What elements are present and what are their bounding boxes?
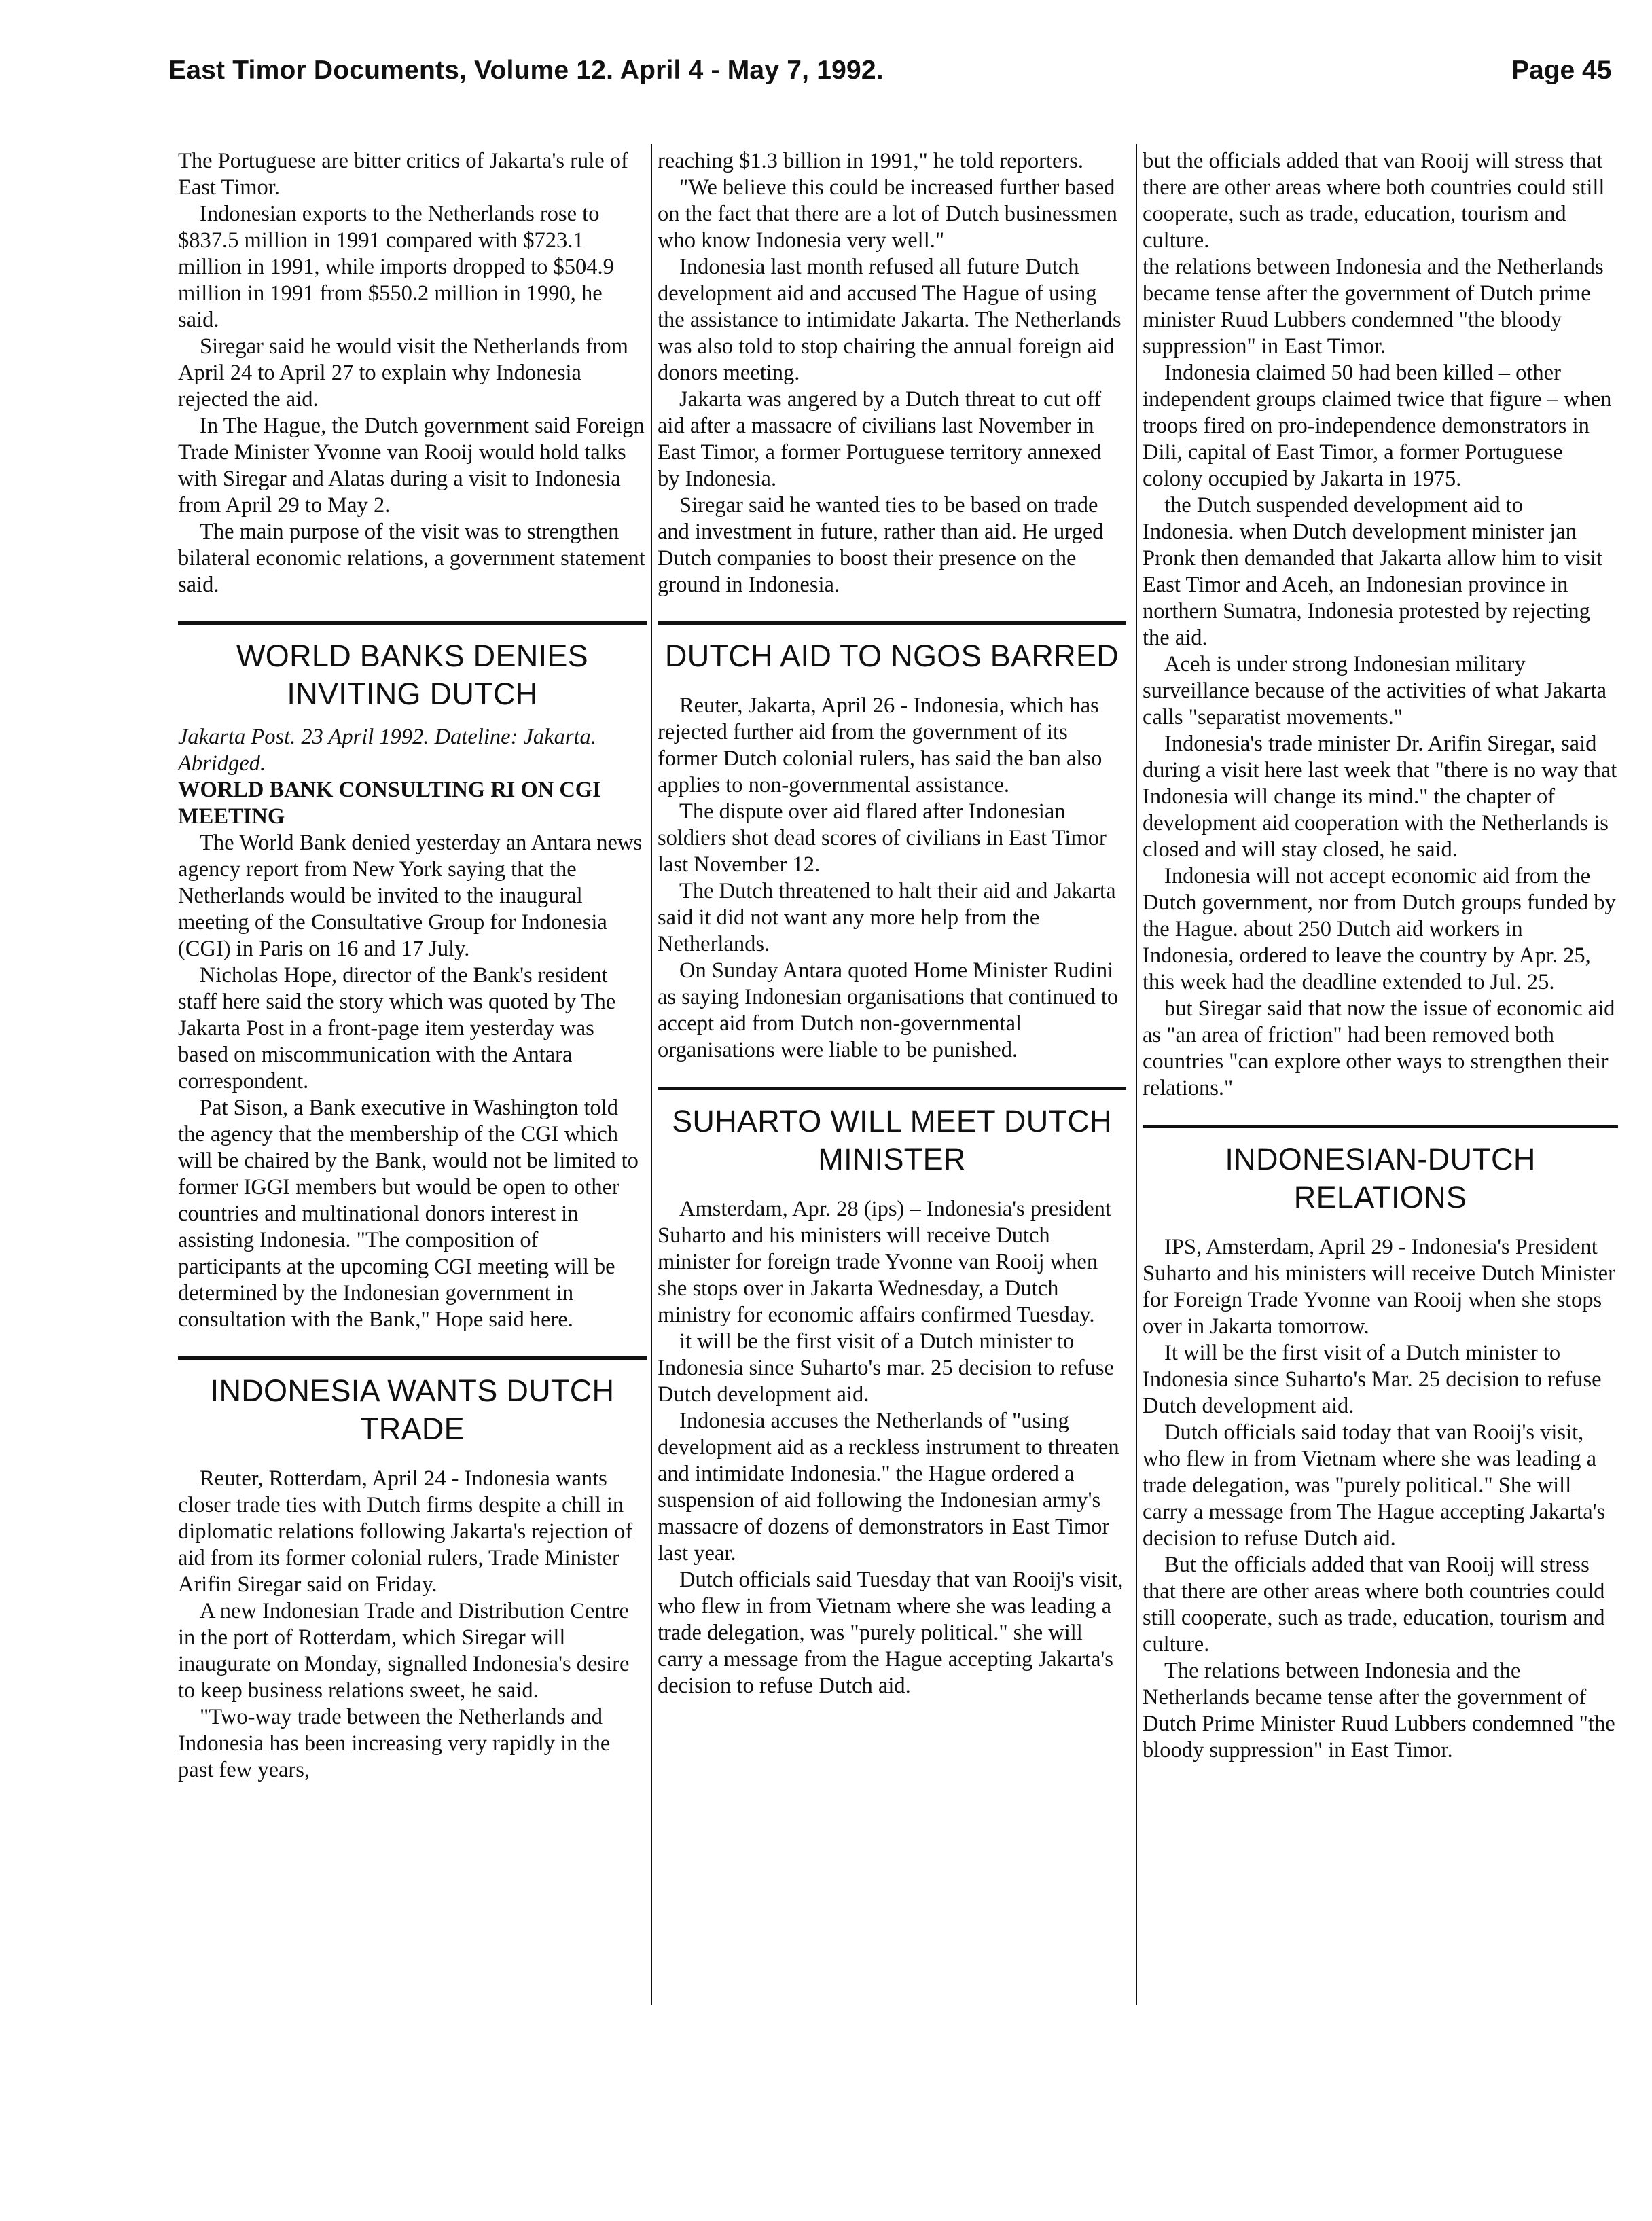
- paragraph: On Sunday Antara quoted Home Minister Rudini as saying Indonesian organisations that continued to accept aid from Dutch non-governmental organisations were liable to be punished.: [658, 958, 1119, 1062]
- article-heading: WORLD BANKS DENIES INVITING DUTCH: [236, 638, 588, 711]
- section-rule: [658, 1087, 1126, 1090]
- article-heading: INDONESIA WANTS DUTCH TRADE: [210, 1373, 615, 1446]
- document-title: East Timor Documents, Volume 12. April 4 - May 7, 1992.: [168, 56, 884, 85]
- paragraph: The main purpose of the visit was to strengthen bilateral economic relations, a government statement said.: [178, 520, 645, 597]
- article-heading: INDONESIAN-DUTCH RELATIONS: [1225, 1142, 1536, 1214]
- column-3: [1143, 148, 1618, 1764]
- article-heading: SUHARTO WILL MEET DUTCH MINISTER: [672, 1104, 1112, 1176]
- paragraph: Reuter, Rotterdam, April 24 - Indonesia wants closer trade ties with Dutch firms despite a chill in diplomatic relations following Jakarta's rejection of aid from its former colonial rulers, Trade Minister Arifin Siregar said on Friday.: [178, 1466, 633, 1597]
- paragraph: Indonesia will not accept economic aid from the Dutch government, nor from Dutch groups funded by the Hague. about 250 Dutch aid workers in Indonesia, ordered to leave the country by Apr. 25, this week had the deadline extended to Jul. 25.: [1143, 864, 1616, 994]
- paragraph: The Dutch threatened to halt their aid and Jakarta said it did not want any more help from the Netherlands.: [658, 879, 1116, 956]
- section-rule: [178, 621, 647, 625]
- paragraph: Amsterdam, Apr. 28 (ips) – Indonesia's president Suharto and his ministers will receive Dutch minister for foreign trade Yvonne van Rooij when she stops over in Jakarta Wednesday, a Dutch ministry for economic affairs confirmed Tuesday.: [658, 1197, 1111, 1327]
- section-rule: [1143, 1125, 1618, 1128]
- paragraph: IPS, Amsterdam, April 29 - Indonesia's President Suharto and his ministers will receive Dutch Minister for Foreign Trade Yvonne van Rooij when she stops over in Jakarta tomorrow.: [1143, 1235, 1615, 1339]
- paragraph: The dispute over aid flared after Indonesian soldiers shot dead scores of civilians in East Timor last November 12.: [658, 799, 1107, 877]
- paragraph: The World Bank denied yesterday an Antara news agency report from New York saying that the Netherlands would be invited to the inaugural meeting of the Consultative Group for Indonesia (CGI) in Paris on 16 and 17 July.: [178, 831, 643, 961]
- paragraph: it will be the first visit of a Dutch minister to Indonesia since Suharto's mar. 25 decision to refuse Dutch development aid.: [658, 1329, 1114, 1407]
- paragraph: Pat Sison, a Bank executive in Washington told the agency that the membership of the CGI which will be chaired by the Bank, would not be limited to former IGGI members but would be open to other countries and multinational donors interest in assisting Indonesia. "The composition of participants at the upcoming CGI meeting will be determined by the Indonesian government in consultation with the Bank," Hope said here.: [178, 1096, 639, 1332]
- paragraph: Dutch officials said Tuesday that van Rooij's visit, who flew in from Vietnam where she was leading a trade delegation, was "purely political." she will carry a message from the Hague accepting Jakarta's decision to refuse Dutch aid.: [658, 1568, 1124, 1698]
- article-subheading: WORLD BANK CONSULTING RI ON CGI MEETING: [178, 778, 601, 829]
- paragraph: Indonesia accuses the Netherlands of "using development aid as a reckless instrument to threaten and intimidate Indonesia." the Hague ordered a suspension of aid following the Indonesian army's massacre of dozens of demonstrators in East Timor last year.: [658, 1409, 1119, 1566]
- paragraph: Siregar said he wanted ties to be based on trade and investment in future, rather than aid. He urged Dutch companies to boost their presence on the ground in Indonesia.: [658, 493, 1104, 597]
- paragraph: the relations between Indonesia and the Netherlands became tense after the government of Dutch prime minister Ruud Lubbers condemned "the bloody suppression" in East Timor.: [1143, 255, 1604, 359]
- section-rule: [658, 621, 1126, 625]
- paragraph: but Siregar said that now the issue of economic aid as "an area of friction" had been removed both countries "can explore other ways to strengthen their relations.": [1143, 996, 1615, 1100]
- paragraph: "Two-way trade between the Netherlands and Indonesia has been increasing very rapidly in the past few years,: [178, 1705, 611, 1782]
- article-source: Jakarta Post. 23 April 1992. Dateline: Jakarta. Abridged.: [178, 725, 596, 776]
- paragraph: Siregar said he would visit the Netherlands from April 24 to April 27 to explain why Indonesia rejected the aid.: [178, 334, 628, 412]
- column-2: [658, 148, 1126, 1699]
- paragraph: It will be the first visit of a Dutch minister to Indonesia since Suharto's Mar. 25 decision to refuse Dutch development aid.: [1143, 1341, 1602, 1418]
- paragraph: The relations between Indonesia and the Netherlands became tense after the government of Dutch Prime Minister Ruud Lubbers condemned "the bloody suppression" in East Timor.: [1143, 1659, 1615, 1763]
- paragraph: the Dutch suspended development aid to Indonesia. when Dutch development minister jan Pronk then demanded that Jakarta allow him to visit East Timor and Aceh, an Indonesian province in northern Sumatra, Indonesia protested by rejecting the aid.: [1143, 493, 1602, 650]
- paragraph: Indonesia last month refused all future Dutch development aid and accused The Hague of using the assistance to intimidate Jakarta. The Netherlands was also told to stop chairing the annual foreign aid donors meeting.: [658, 255, 1121, 385]
- article-heading: DUTCH AID TO NGOS BARRED: [664, 638, 1119, 673]
- section-rule: [178, 1356, 647, 1360]
- paragraph: Indonesia's trade minister Dr. Arifin Siregar, said during a visit here last week that "there is no way that Indonesia will change its mind." the chapter of development aid cooperation with the Netherlands is closed and will stay closed, he said.: [1143, 732, 1617, 862]
- page-number: Page 45: [1511, 56, 1612, 85]
- paragraph: The Portuguese are bitter critics of Jakarta's rule of East Timor.: [178, 149, 628, 200]
- paragraph: In The Hague, the Dutch government said Foreign Trade Minister Yvonne van Rooij would hold talks with Siregar and Alatas during a visit to Indonesia from April 29 to May 2.: [178, 414, 645, 518]
- paragraph: Indonesian exports to the Netherlands rose to $837.5 million in 1991 compared with $723.1 million in 1991, while imports dropped to $504.9 million in 1991 from $550.2 million in 1990, he said.: [178, 202, 614, 332]
- paragraph: "We believe this could be increased further based on the fact that there are a lot of Dutch businessmen who know Indonesia very well.": [658, 175, 1117, 253]
- paragraph: but the officials added that van Rooij will stress that there are other areas where both countries could still cooperate, such as trade, education, tourism and culture.: [1143, 149, 1605, 253]
- paragraph: Reuter, Jakarta, April 26 - Indonesia, which has rejected further aid from the government of its former Dutch colonial rulers, has said the ban also applies to non-governmental assistance.: [658, 693, 1102, 797]
- paragraph: But the officials added that van Rooij will stress that there are other areas where both countries could still cooperate, such as trade, education, tourism and culture.: [1143, 1553, 1605, 1657]
- paragraph: Nicholas Hope, director of the Bank's resident staff here said the story which was quoted by The Jakarta Post in a front-page item yesterday was based on miscommunication with the Antara correspondent.: [178, 963, 616, 1094]
- column-divider: [1136, 144, 1137, 2005]
- paragraph: Aceh is under strong Indonesian military surveillance because of the activities of what Jakarta calls "separatist movements.": [1143, 652, 1607, 729]
- paragraph: Dutch officials said today that van Rooij's visit, who flew in from Vietnam where she was leading a trade delegation, was "purely political." She will carry a message from The Hague accepting Jakarta's decision to refuse Dutch aid.: [1143, 1420, 1606, 1551]
- paragraph: reaching $1.3 billion in 1991," he told reporters.: [658, 149, 1084, 173]
- column-1: [178, 148, 647, 1784]
- paragraph: Indonesia claimed 50 had been killed – other independent groups claimed twice that figure – when troops fired on pro-independence demonstrators in Dili, capital of East Timor, a former Portuguese colony occupied by Jakarta in 1975.: [1143, 361, 1612, 491]
- paragraph: A new Indonesian Trade and Distribution Centre in the port of Rotterdam, which Siregar will inaugurate on Monday, signalled Indonesia's desire to keep business relations sweet, he said.: [178, 1599, 630, 1703]
- column-divider: [651, 144, 652, 2005]
- paragraph: Jakarta was angered by a Dutch threat to cut off aid after a massacre of civilians last November in East Timor, a former Portuguese territory annexed by Indonesia.: [658, 387, 1102, 491]
